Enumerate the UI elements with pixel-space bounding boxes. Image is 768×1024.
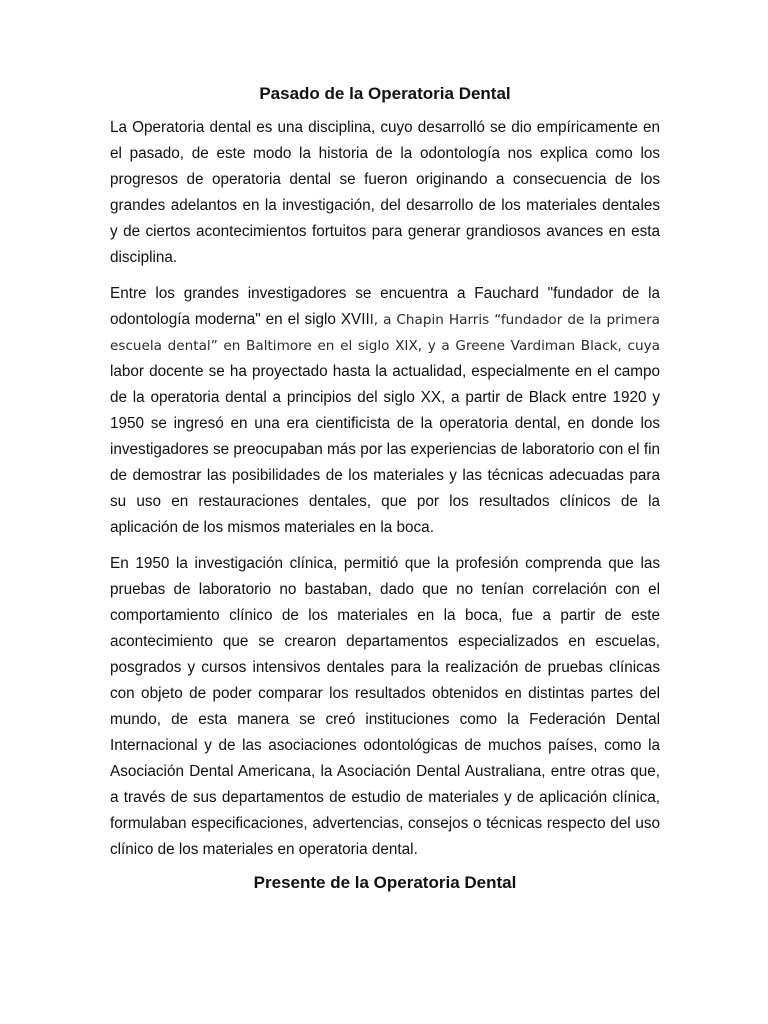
paragraph-intro: La Operatoria dental es una disciplina, cuyo desarrolló se dio empíricamente en el pasado, de este modo la historia de la odontología nos explica como los progresos de operatoria dental se fueron originando a consecuencia de los grandes adelantos en la investigación, del desarrollo de los materiales dentales y de ciertos acontecimientos fortuitos para generar grandiosos avances en esta disciplina. [110, 119, 660, 266]
paragraph-investigators-part-1: Entre los grandes investigadores se encuentra a Fauchard "fundador de la odontología moderna" en el siglo XVII [110, 285, 660, 328]
heading-past: Pasado de la Operatoria Dental [259, 84, 511, 103]
heading-present: Presente de la Operatoria Dental [253, 873, 517, 892]
paragraph-investigators-part-2: I, a Chapin Harris “fundador de la primera escuela dental” en Baltimore en el siglo XIX, y a Greene Vardiman Black, cuya [110, 312, 660, 354]
paragraph-clinical-research: En 1950 la investigación clínica, permitió que la profesión comprenda que las pruebas de laboratorio no bastaban, dado que no tenían correlación con el comportamiento clínico de los materiales en la boca, fue a partir de este acontecimiento que se crearon departamentos especializados en escuelas, posgrados y cursos intensivos dentales para la realización de pruebas clínicas con objeto de poder comparar los resultados obtenidos en distintas partes del mundo, de esta manera se creó instituciones como la Federación Dental Internacional y de las asociaciones odontológicas de muchos países, como la Asociación Dental Americana, la Asociación Dental Australiana, entre otras que, a través de sus departamentos de estudio de materiales y de aplicación clínica, formulaban especificaciones, advertencias, consejos o técnicas respecto del uso clínico de los materiales en operatoria dental. [110, 555, 660, 858]
paragraph-investigators [110, 281, 660, 541]
paragraph-investigators-part-3: labor docente se ha proyectado hasta la actualidad, especialmente en el campo de la operatoria dental a principios del siglo XX, a partir de Black entre 1920 y 1950 se ingresó en una era cientificista de la operatoria dental, en donde los investigadores se preocupaban más por las experiencias de laboratorio con el fin de demostrar las posibilidades de los materiales y las técnicas adecuadas para su uso en restauraciones dentales, que por los resultados clínicos de la aplicación de los mismos materiales en la boca. [110, 363, 660, 536]
